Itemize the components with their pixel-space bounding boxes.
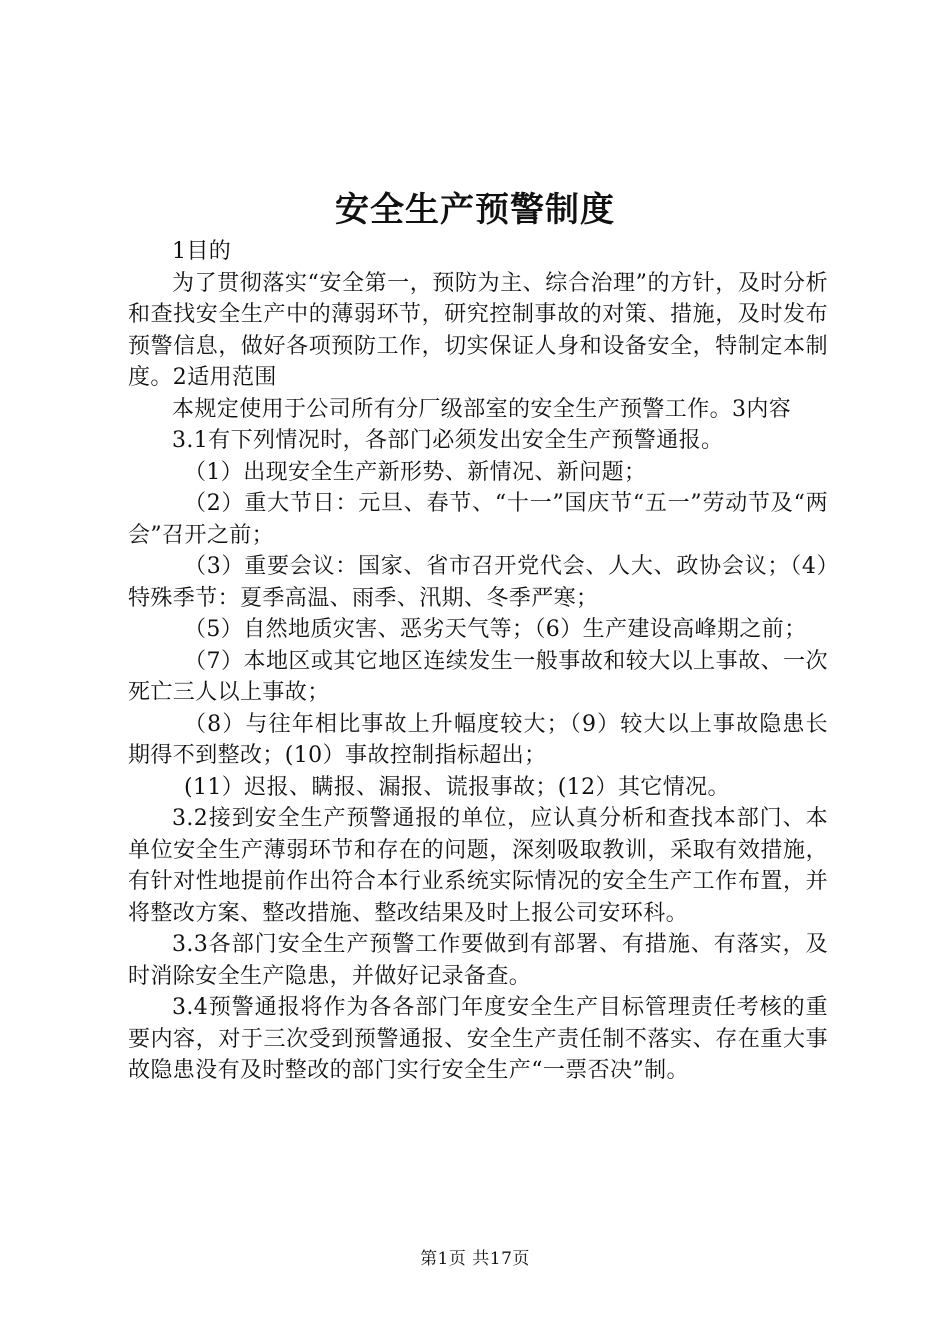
- section-heading-purpose: 1目的: [172, 239, 232, 264]
- document-body: [128, 236, 828, 1087]
- list-item-1: （1）出现安全生产新形势、新情况、新问题；: [184, 459, 647, 485]
- paragraph-3-2: 3.2接到安全生产预警通报的单位，应认真分析和查找本部门、本单位安全生产薄弱环节和存在的问题，深刻吸取教训，采取有效措施，有针对性地提前作出符合本行业系统实际情况的安全生产工作布置，并将整改方案、整改措施、整改结果及时上报公司安环科。: [128, 806, 828, 926]
- list-item-3-4: （3）重要会议：国家、省市召开党代会、人大、政协会议；（4）特殊季节：夏季高温、雨季、汛期、冬季严寒；: [128, 554, 828, 611]
- list-item-8-10: （8）与往年相比事故上升幅度较大；（9）较大以上事故隐患长期得不到整改；(10）事故控制指标超出；: [128, 711, 828, 768]
- list-item-7: （7）本地区或其它地区连续发生一般事故和较大以上事故、一次死亡三人以上事故；: [128, 648, 828, 705]
- list-item-2: （2）重大节日：元旦、春节、“十一”国庆节“五一”劳动节及“两会”召开之前；: [128, 491, 828, 548]
- paragraph-scope: 本规定使用于公司所有分厂级部室的安全生产预警工作。3内容: [172, 396, 792, 422]
- page-footer: 第1页 共17页: [420, 1249, 530, 1269]
- list-item-5-6: （5）自然地质灾害、恶劣天气等；（6）生产建设高峰期之前；: [184, 617, 807, 642]
- list-item-11-12: (11）迟报、瞒报、漏报、谎报事故；(12）其它情况。: [184, 774, 730, 800]
- paragraph-3-1: 3.1有下列情况时，各部门必须发出安全生产预警通报。: [172, 428, 724, 453]
- paragraph-purpose: 为了贯彻落实“安全第一，预防为主、综合治理”的方针，及时分析和查找安全生产中的薄弱环节，研究控制事故的对策、措施，及时发布预警信息，做好各项预防工作，切实保证人身和设备安全，特制定本制度。2适用范围: [128, 270, 828, 390]
- paragraph-3-3: 3.3各部门安全生产预警工作要做到有部署、有措施、有落实，及时消除安全生产隐患，并做好记录备查。: [128, 932, 828, 989]
- paragraph-3-4: 3.4预警通报将作为各各部门年度安全生产目标管理责任考核的重要内容，对于三次受到预警通报、安全生产责任制不落实、存在重大事故隐患没有及时整改的部门实行安全生产“一票否决”制。: [128, 995, 828, 1083]
- document-title: 安全生产预警制度: [335, 190, 615, 230]
